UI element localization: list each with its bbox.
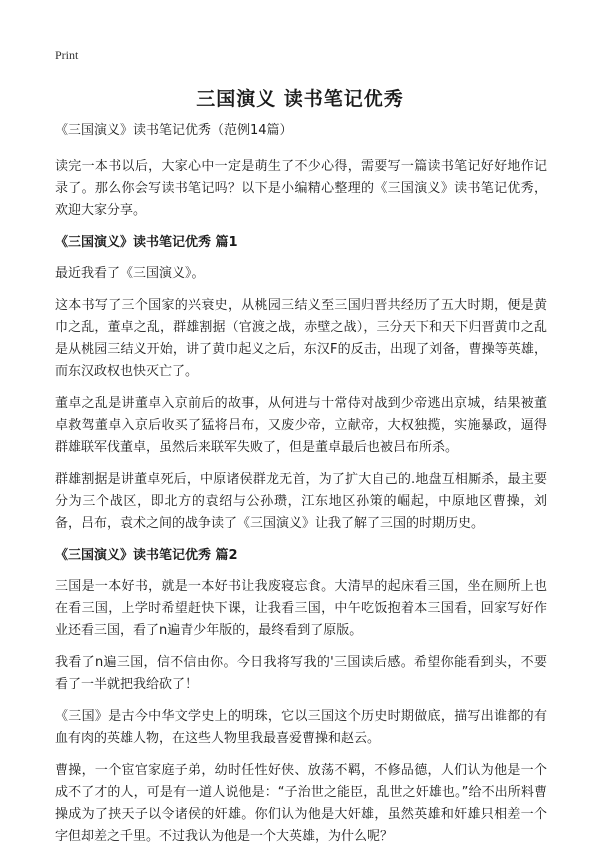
paragraph: 最近我看了《三国演义》。 [55,266,205,281]
paragraph: 曹操，一个宦官家庭子弟，幼时任性好侠、放荡不羁，不修品德，人们认为他是一个成不了才的人，可是有一道人说他是：“子治世之能臣，乱世之奸雄也。”给不出所料曹操成为了挟天子以令诸侯的奸雄。你们认为他是大奸雄，虽然英雄和奸雄只相差一个字但却差之千里。不过我认为他是一个大英雄，为什么呢？ [55,763,547,844]
page-title: 三国演义 读书笔记优秀 [196,88,404,110]
paragraph: 这本书写了三个国家的兴衰史，从桃园三结义至三国归晋共经历了五大时期，便是黄巾之乱，董卓之乱，群雄割据（官渡之战，赤壁之战），三分天下和天下归晋黄巾之乱是从桃园三结义开始，讲了黄巾起义之后，东汉F的反击，出现了刘备，曹操等英雄，而东汉政权也快灭亡了。 [55,298,547,379]
section-heading-1: 《三国演义》读书笔记优秀 篇1 [55,235,238,250]
paragraph: 三国是一本好书，就是一本好书让我废寝忘食。大清早的起床看三国，坐在厕所上也在看三国，上学时希望赶快下课，让我看三国，中午吃饭抱着本三国看，回家写好作业还看三国，看了n遍青少年版的，最终看到了原版。 [55,579,547,638]
paragraph: 群雄割据是讲董卓死后，中原诸侯群龙无首，为了扩大自己的.地盘互相厮杀，最主要分为三个战区，即北方的袁绍与公孙瓒，江东地区孙策的崛起，中原地区曹操，刘备，吕布，袁术之间的战争读了《三国演义》让我了解了三国的时期历史。 [55,472,547,531]
paragraph: 《三国》是古今中华文学史上的明珠，它以三国这个历史时期做底，描写出谁都的有血有肉的英雄人物，在这些人物里我最喜爱曹操和赵云。 [55,709,547,746]
print-link[interactable]: Print [55,48,79,62]
document-subtitle: 《三国演义》读书笔记优秀（范例14篇） [55,123,293,138]
paragraph: 董卓之乱是讲董卓入京前后的故事，从何进与十常侍对战到少帝逃出京城，结果被董卓救驾董卓入京后收买了猛将吕布，又废少帝，立献帝，大权独揽，实施暴政，逼得群雄联军伐董卓，虽然后来联军失败了，但是董卓最后也被吕布所杀。 [55,396,547,455]
section-heading-2: 《三国演义》读书笔记优秀 篇2 [55,548,238,563]
paragraph: 我看了n遍三国，信不信由你。今日我将写我的'三国读后感。希望你能看到头，不要看了一半就把我给砍了！ [55,655,547,692]
intro-paragraph: 读完一本书以后，大家心中一定是萌生了不少心得，需要写一篇读书笔记好好地作记录了。那么你会写读书笔记吗？以下是小编精心整理的《三国演义》读书笔记优秀，欢迎大家分享。 [55,159,547,218]
document-body [55,120,547,858]
